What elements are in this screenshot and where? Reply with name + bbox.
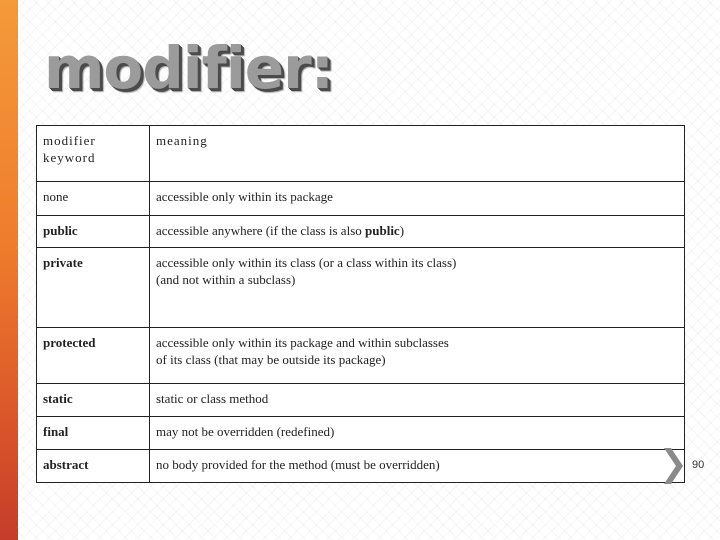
page-number: 90 (692, 459, 705, 471)
accent-side-bar (0, 0, 18, 540)
meaning-cell-private (150, 248, 685, 328)
chevron-right-icon[interactable] (662, 447, 684, 485)
slide-title: modifier: (44, 34, 333, 102)
meaning-cell-final (150, 417, 685, 450)
meaning-strong: public (365, 223, 400, 238)
table-row (37, 384, 685, 417)
header-keyword: modifier keyword (37, 126, 150, 182)
header-meaning: meaning (150, 126, 685, 182)
meaning-cell-none (150, 182, 685, 216)
keyword-cell-final: final (37, 417, 150, 450)
keyword-cell-static: static (37, 384, 150, 417)
table-row (37, 216, 685, 248)
keyword-cell-abstract: abstract (37, 450, 150, 483)
keyword-cell-private: private (37, 248, 150, 328)
meaning-line: may not be overridden (redefined) (156, 424, 335, 439)
meaning-suffix: ) (399, 223, 405, 238)
table-row (37, 417, 685, 450)
modifier-table (36, 125, 685, 483)
keyword-cell-protected: protected (37, 328, 150, 384)
table-header-row (37, 126, 685, 182)
meaning-line: no body provided for the method (must be overridden) (156, 457, 440, 472)
meaning-line: (and not within a subclass) (156, 272, 296, 287)
meaning-line: static or class method (156, 391, 269, 406)
table-row (37, 328, 685, 384)
meaning-prefix: accessible anywhere (if the class is also (156, 223, 366, 238)
meaning-cell-protected (150, 328, 685, 384)
table-row (37, 248, 685, 328)
keyword-cell-public: public (37, 216, 150, 248)
keyword-cell-none: none (37, 182, 150, 216)
meaning-cell-static (150, 384, 685, 417)
table-row (37, 182, 685, 216)
meaning-line: accessible only within its class (or a class within its class) (156, 255, 457, 270)
meaning-line: accessible only within its package (156, 189, 333, 204)
meaning-cell-public (150, 216, 685, 248)
meaning-cell-abstract (150, 450, 685, 483)
meaning-line: accessible only within its package and within subclasses (156, 335, 449, 350)
table-row (37, 450, 685, 483)
meaning-line: of its class (that may be outside its package) (156, 352, 386, 367)
